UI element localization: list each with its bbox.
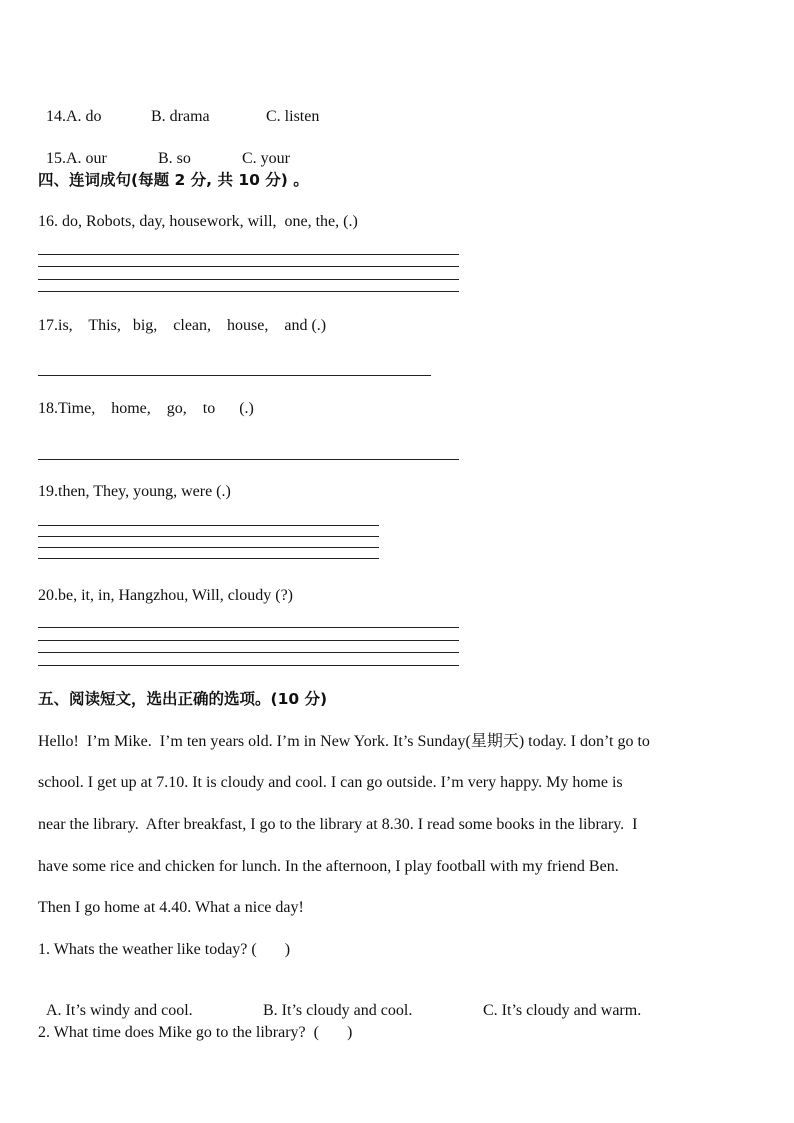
option-a: A. It’s windy and cool.	[46, 1002, 193, 1019]
option-b: B. drama	[151, 108, 210, 125]
answer-line	[38, 558, 379, 559]
answer-line	[38, 525, 379, 526]
answer-line	[38, 640, 459, 641]
question-16: 16. do, Robots, day, housework, will, one, the, (.)	[38, 213, 358, 230]
option-c: C. listen	[266, 108, 320, 125]
question-14-options	[38, 87, 319, 127]
passage-line: Then I go home at 4.40. What a nice day!	[38, 899, 304, 916]
reading-question-1: 1. Whats the weather like today? ( )	[38, 941, 291, 958]
option-c: C. your	[242, 150, 290, 167]
option-c: C. It’s cloudy and warm.	[483, 1002, 642, 1019]
answer-line	[38, 279, 459, 280]
question-number: 14.	[46, 108, 66, 125]
question-18: 18.Time, home, go, to (.)	[38, 400, 254, 417]
answer-line	[38, 652, 459, 653]
option-a: A. do	[66, 108, 102, 125]
question-15-options	[38, 129, 290, 169]
section-4-heading: 四、连词成句(每题 2 分, 共 10 分) 。	[38, 171, 309, 189]
passage-line: Hello! I’m Mike. I’m ten years old. I’m in New York. It’s Sunday(星期天) today. I don’t go to	[38, 733, 650, 750]
passage-line: have some rice and chicken for lunch. In the afternoon, I play football with my friend Ben.	[38, 858, 619, 875]
answer-line	[38, 291, 459, 292]
answer-line	[38, 627, 459, 628]
answer-line	[38, 665, 459, 666]
answer-line	[38, 547, 379, 548]
option-b: B. It’s cloudy and cool.	[263, 1002, 413, 1019]
reading-question-2: 2. What time does Mike go to the library? ( )	[38, 1024, 353, 1041]
answer-line	[38, 266, 459, 267]
question-number: 15.	[46, 150, 66, 167]
question-17: 17.is, This, big, clean, house, and (.)	[38, 317, 327, 334]
option-b: B. so	[158, 150, 191, 167]
section-5-heading: 五、阅读短文，选出正确的选项。(10 分)	[38, 690, 328, 708]
answer-line	[38, 536, 379, 537]
option-a: A. our	[66, 150, 107, 167]
question-19: 19.then, They, young, were (.)	[38, 483, 231, 500]
passage-line: near the library. After breakfast, I go to the library at 8.30. I read some books in the library. I	[38, 816, 638, 833]
question-20: 20.be, it, in, Hangzhou, Will, cloudy (?)	[38, 587, 294, 604]
passage-line: school. I get up at 7.10. It is cloudy and cool. I can go outside. I’m very happy. My home is	[38, 774, 623, 791]
answer-line	[38, 254, 459, 255]
answer-line	[38, 459, 459, 460]
answer-line	[38, 375, 431, 376]
reading-question-1-options	[38, 981, 641, 1021]
